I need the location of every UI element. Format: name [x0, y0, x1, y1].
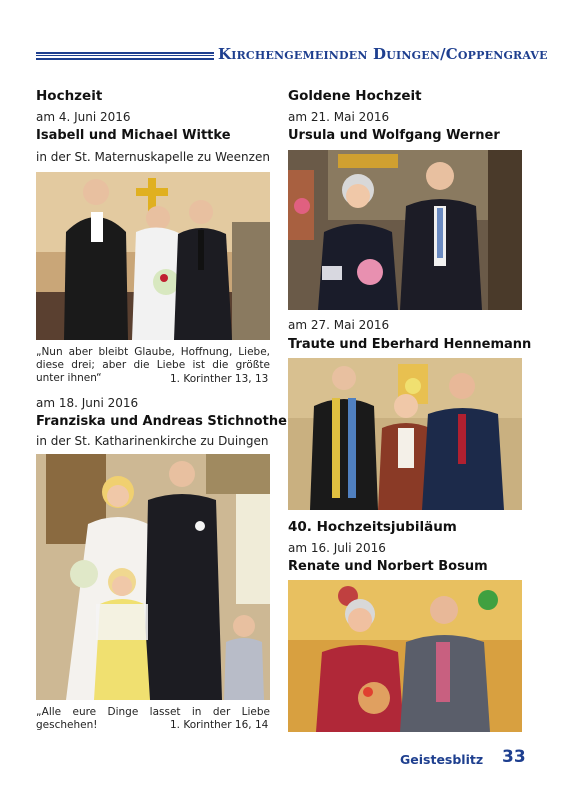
- wedding2-date: am 18. Juni 2016: [36, 396, 139, 410]
- wedding1-photo: [36, 172, 270, 340]
- section-title-golden: Goldene Hochzeit: [288, 88, 422, 104]
- page-number: 33: [502, 747, 526, 767]
- anniversary-date: am 16. Juli 2016: [288, 541, 386, 555]
- wedding2-quote: „Alle eure Dinge lasset in der Liebe geschehen!: [36, 706, 270, 731]
- page-header-title: Kirchengemeinden Duingen/Coppengrave: [218, 45, 548, 63]
- section-title-anniversary: 40. Hochzeitsjubiläum: [288, 519, 457, 535]
- wedding1-names: Isabell und Michael Wittke: [36, 128, 231, 143]
- wedding1-date: am 4. Juni 2016: [36, 110, 131, 124]
- header-rule: [36, 52, 214, 60]
- golden1-names: Ursula und Wolfgang Werner: [288, 128, 500, 143]
- wedding1-reference: 1. Korinther 13, 13: [170, 373, 269, 385]
- wedding2-photo: [36, 454, 270, 700]
- footer-brand: Geistesblitz: [400, 752, 484, 767]
- anniversary-names: Renate und Norbert Bosum: [288, 559, 488, 574]
- golden1-date: am 21. Mai 2016: [288, 110, 390, 124]
- golden1-photo: [288, 150, 522, 310]
- wedding2-names: Franziska und Andreas Stichnothe: [36, 414, 287, 429]
- wedding1-quote: „Nun aber bleibt Glaube, Hoffnung, Liebe, diese drei; aber die Liebe ist die größte unter ihnen“: [36, 346, 270, 384]
- golden2-date: am 27. Mai 2016: [288, 318, 390, 332]
- golden2-names: Traute und Eberhard Hennemann: [288, 337, 532, 352]
- wedding2-place: in der St. Katharinenkirche zu Duingen: [36, 434, 269, 448]
- golden2-photo: [288, 358, 522, 510]
- wedding2-reference: 1. Korinther 16, 14: [170, 719, 269, 731]
- section-title-wedding: Hochzeit: [36, 88, 103, 104]
- wedding1-place: in der St. Maternuskapelle zu Weenzen: [36, 150, 270, 164]
- anniversary-photo: [288, 580, 522, 732]
